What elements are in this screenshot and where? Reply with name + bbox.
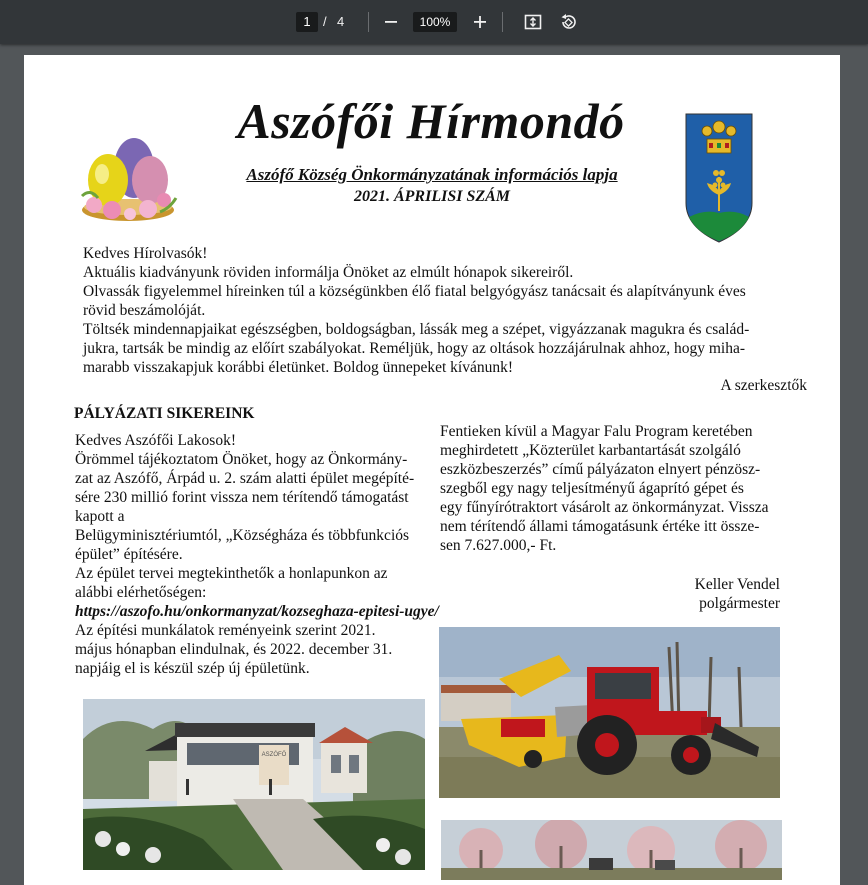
- rotate-icon[interactable]: [555, 9, 581, 35]
- intro-paragraph: [83, 244, 783, 377]
- signer-title: polgármester: [699, 595, 780, 612]
- intro-line: Aktuális kiadványunk röviden informálja Önöket az elmúlt hónapok sikereiről.: [83, 264, 574, 281]
- paragraph-line: épület” építésére.: [75, 546, 183, 563]
- left-column-text: [75, 431, 439, 678]
- intro-line: Kedves Hírolvasók!: [83, 245, 208, 262]
- intro-line: jukra, tartsák be mindig az előírt szabályokat. Reméljük, hogy az oltások hozzájárulnak ahhoz, hogy miha-: [83, 340, 745, 357]
- newsletter-title: Aszófői Hírmondó: [237, 93, 625, 149]
- project-link[interactable]: https://aszofo.hu/onkormanyzat/kozseghaza-epitesi-ugye/: [75, 603, 439, 620]
- page-separator: /: [323, 14, 327, 29]
- paragraph-line: Kedves Aszófői Lakosok!: [75, 432, 236, 449]
- pdf-toolbar: [0, 0, 868, 44]
- orchard-photo: [441, 820, 782, 880]
- zoom-out-icon[interactable]: [378, 9, 404, 35]
- coat-of-arms-image: [685, 113, 753, 243]
- intro-line: Töltsék mindennapjaikat egészségben, boldogságban, lássák meg a szépet, vigyázzanak magukra és család-: [83, 321, 750, 338]
- paragraph-line: Belügyminisztériumtól, „Községháza és többfunkciós: [75, 527, 410, 544]
- toolbar-divider: [368, 12, 369, 32]
- newsletter-subtitle: Aszófő Község Önkormányzatának információs lapja: [246, 165, 618, 184]
- intro-line: Olvassák figyelemmel híreinken túl a községünkben élő fiatal belgyógyász tanácsait és alapítványunk éves: [83, 283, 746, 300]
- paragraph-line: Fentieken kívül a Magyar Falu Program keretében: [440, 423, 753, 440]
- paragraph-line: kapott a: [75, 508, 125, 525]
- paragraph-line: meghirdetett „Közterület karbantartását szolgáló: [440, 442, 741, 459]
- page-number-input[interactable]: 1: [296, 12, 318, 32]
- intro-line: marabb visszakapjuk korábbi életünket. Boldog ünnepeket kívánunk!: [83, 359, 514, 376]
- fit-to-page-icon[interactable]: [520, 9, 546, 35]
- section-heading: PÁLYÁZATI SIKEREINK: [74, 405, 255, 422]
- paragraph-line: eszközbeszerzés” című pályázaton elnyert pénzösz-: [440, 461, 761, 478]
- paragraph-line: sére 230 millió forint vissza nem térítendő támogatást: [75, 489, 409, 506]
- tractor-photo: [439, 627, 780, 798]
- editors-signature: A szerkesztők: [720, 377, 807, 394]
- paragraph-line: zat az Aszófő, Árpád u. 2. szám alatti épület megépíté-: [75, 470, 415, 487]
- toolbar-divider: [502, 12, 503, 32]
- zoom-in-icon[interactable]: [467, 9, 493, 35]
- building-rendering-photo: [83, 699, 425, 870]
- paragraph-line: nem térítendő állami támogatásunk értéke itt össze-: [440, 518, 760, 535]
- paragraph-line: sen 7.627.000,- Ft.: [440, 537, 557, 554]
- paragraph-line: alábbi elérhetőségen:: [75, 584, 207, 601]
- paragraph-line: szegből egy nagy teljesítményű ágaprító gépet és: [440, 480, 744, 497]
- paragraph-line: Az épület tervei megtekinthetők a honlapunkon az: [75, 565, 388, 582]
- right-column-text: [440, 422, 785, 555]
- signer-name: Keller Vendel: [694, 576, 780, 593]
- paragraph-line: Az építési munkálatok reményeink szerint 2021.: [75, 622, 376, 639]
- paragraph-line: május hónapban elindulnak, és 2022. december 31.: [75, 641, 393, 658]
- paragraph-line: napjáig el is készül szép új épületünk.: [75, 660, 310, 677]
- paragraph-line: egy fűnyírótraktort vásárolt az önkormányzat. Vissza: [440, 499, 769, 516]
- zoom-level-input[interactable]: 100%: [413, 12, 457, 32]
- issue-label: 2021. ÁPRILISI SZÁM: [353, 188, 511, 205]
- total-pages: 4: [337, 14, 345, 29]
- intro-line: rövid beszámolóját.: [83, 302, 206, 319]
- paragraph-line: Örömmel tájékoztatom Önöket, hogy az Önkormány-: [75, 451, 408, 468]
- mayor-signature: [584, 575, 780, 613]
- building-sign-text: ASZÓFŐ: [261, 752, 287, 758]
- pdf-page: [24, 55, 840, 885]
